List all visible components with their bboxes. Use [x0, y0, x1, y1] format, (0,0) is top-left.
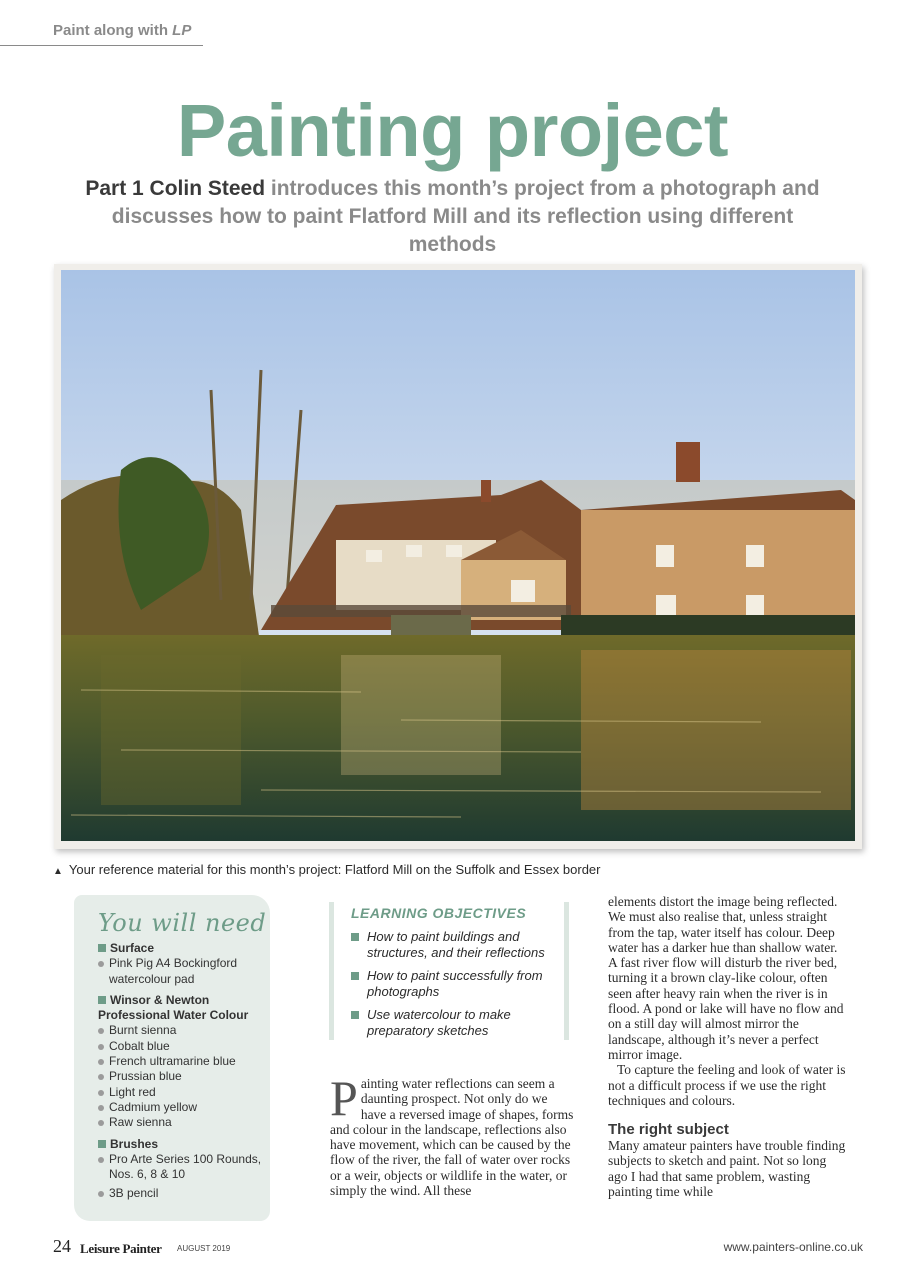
- list-item: Burnt sienna: [98, 1023, 270, 1038]
- objective-item: How to paint successfully from photographs: [351, 968, 551, 1000]
- reference-photo: [54, 264, 862, 849]
- list-item: 3B pencil: [98, 1186, 270, 1201]
- learning-objectives-panel: [329, 902, 569, 1040]
- list-item: Cobalt blue: [98, 1039, 270, 1054]
- drop-cap: P: [330, 1070, 358, 1126]
- standfirst: Part 1 Colin Steed introduces this month’s project from a photograph and discusses how to paint Flatford Mill and its reflection using different methods: [85, 177, 820, 256]
- you-will-need-panel: [74, 895, 270, 1221]
- caption-triangle-icon: ▲: [53, 866, 63, 877]
- objectives-list: [351, 929, 551, 1046]
- materials-list: [98, 941, 270, 1202]
- paint-heading: Winsor & Newton Professional Water Colour: [98, 993, 270, 1024]
- list-item: Light red: [98, 1085, 270, 1100]
- magazine-name: Leisure Painter: [80, 1241, 162, 1256]
- body-paragraph: ainting water reflections can seem a daunting prospect. Not only do we have a reversed image of shapes, forms and colour in the landscape, reflections also have movement, which can be caused by the flow of the river, the fall of water over rocks or a weir, objects or wildlife in the water, or simply the wind. All these: [330, 1076, 574, 1199]
- objective-item: Use watercolour to make preparatory sketches: [351, 1007, 551, 1039]
- body-paragraph: Many amateur painters have trouble finding subjects to sketch and paint. Not so long ago I had that same problem, wasting painting time while: [608, 1138, 846, 1200]
- section-tag: Paint along with LP: [53, 22, 192, 39]
- list-item: Pink Pig A4 Bockingford: [98, 956, 270, 971]
- subheading: The right subject: [608, 1121, 729, 1139]
- list-item: French ultramarine blue: [98, 1054, 270, 1069]
- body-column-2: [608, 894, 848, 1199]
- list-item: Cadmium yellow: [98, 1100, 270, 1115]
- page-number: 24: [53, 1236, 71, 1256]
- list-item: Pro Arte Series 100 Rounds,: [98, 1152, 270, 1167]
- list-item-cont: Nos. 6, 8 & 10: [109, 1167, 186, 1182]
- standfirst-author: Part 1 Colin Steed: [85, 177, 266, 200]
- article-title: Painting project: [176, 89, 729, 172]
- website-link[interactable]: www.painters-online.co.uk: [723, 1240, 863, 1254]
- brushes-heading: Brushes: [98, 1137, 270, 1152]
- body-paragraph: elements distort the image being reflected. We must also realise that, unless straight from the tap, water itself has colour. Deep water has a darker hue than shallow water. A fast river flow will disturb the river bed, turning it a brown clay-like colour, often seen after heavy rain when the river is in flood. A pond or lake will have no flow and on a still day will almost mirror the landscape, although it’s never a perfect mirror image.: [608, 894, 844, 1062]
- issue-date: AUGUST 2019: [177, 1244, 231, 1253]
- body-paragraph: To capture the feeling and look of water is not a difficult process if we use the right techniques and colours.: [608, 1062, 846, 1108]
- surface-heading: Surface: [98, 941, 270, 956]
- learning-objectives-title: LEARNING OBJECTIVES: [351, 905, 527, 921]
- list-item: Raw sienna: [98, 1115, 270, 1130]
- list-item-cont: watercolour pad: [109, 971, 195, 986]
- body-column-1: [330, 1070, 575, 1199]
- you-will-need-title: You will need: [98, 909, 267, 937]
- flatford-mill-photo: [61, 270, 855, 841]
- section-tag-rule: [0, 45, 203, 46]
- photo-caption: ▲ Your reference material for this month’s project: Flatford Mill on the Suffolk and Essex border: [53, 862, 601, 877]
- objective-item: How to paint buildings and structures, and their reflections: [351, 929, 551, 961]
- list-item: Prussian blue: [98, 1069, 270, 1084]
